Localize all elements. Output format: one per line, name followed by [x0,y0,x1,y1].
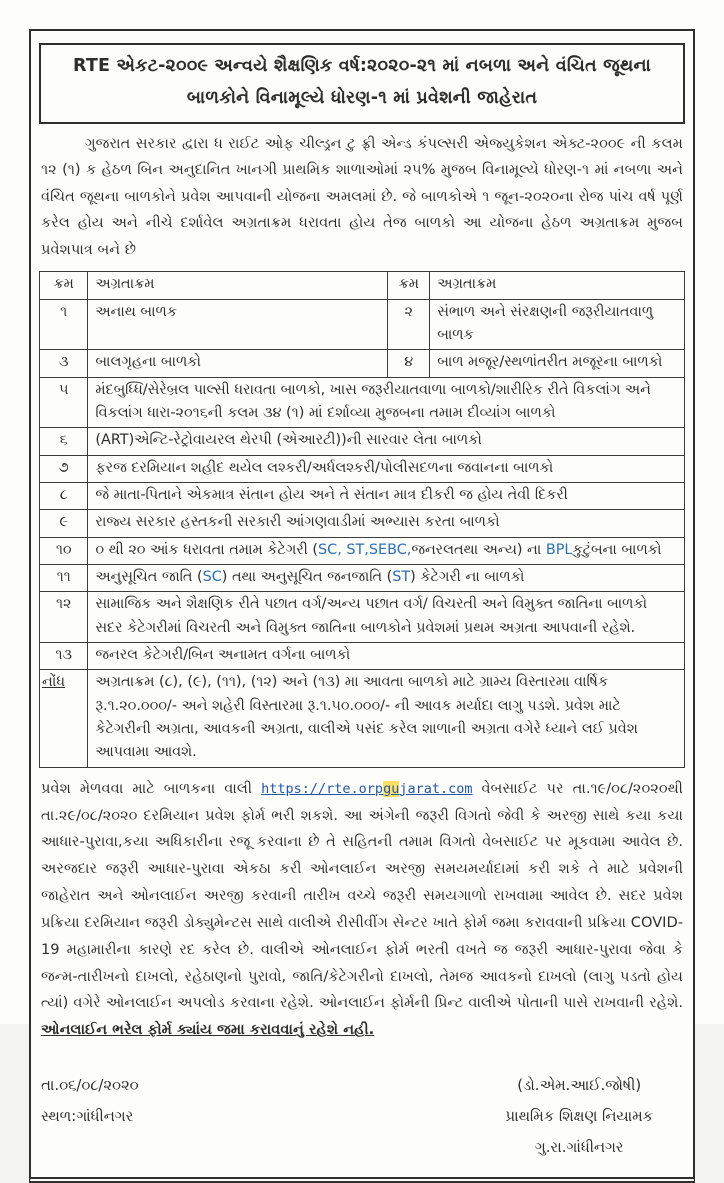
header-serial-left: ક્રમ [40,272,88,299]
table-row [40,350,685,377]
table-row [40,592,685,643]
row-serial: ૪ [388,350,430,377]
row-text-segment: ૦ થી ૨૦ આંક ધરાવતા તમામ કેટેગરી ( [95,541,319,558]
table-row [40,537,685,564]
row-text: અનાથ બાળક [88,299,388,350]
note-row [40,670,685,767]
row-serial: ૧૧ [40,565,88,592]
row-text-segment: જનરલતથા અન્ય) ના [411,541,546,558]
note-text: અગ્રતાક્રમ (૮), (૯), (૧૧), (૧૨) અને (૧૩) મા આવતા બાળકો માટે ગ્રામ્ય વિસ્તારમા વાર્ષિક રૂ.૧.૨૦.૦૦૦/- અને શહેરી વિસ્તારમા રૂ.૧.૫૦.૦૦૦/- ની આવક મર્યાદા લાગુ પડશે. પ્રવેશ માટે કેટેગરીની અગ્રતા, આવકની અગ્રતા, વાલીએ પસંદ કરેલ શાળાની અગ્રતા વગેરે ધ્યાને લઈ પ્રવેશ આપવામા આવશે. [88,670,685,767]
row-text-segment: ) કેટેગરી ના બાળકો [410,569,525,586]
row-text: સામાજિક અને શૈક્ષણિક રીતે પછાત વર્ગ/અન્ય પછાત વર્ગ/ વિચરતી અને વિમુક્ત જાતિના બાળકો સદર કેટેગરીમાં વિચરતી અને વિમુક્ત જાતિના બાળકોને પ્રવેશમાં પ્રથમ અગ્રતા આપવાની રહેશે. [88,592,685,643]
row-serial: ૮ [40,483,88,510]
rte-website-link[interactable] [261,781,472,797]
row-text: ફરજ દરમિયાન શહીદ થયેલ લશ્કરી/અર્ધલશ્કરી/પોલીસદળના જવાનના બાળકો [88,455,685,482]
footer-date: તા.૦૬/૦૮/૨૦૨૦ [41,1077,139,1095]
signatory-name: (ડો.એમ.આઈ.જોષી) [517,1077,642,1095]
signature-block [505,1070,679,1163]
table-row [40,565,685,592]
header-serial-right: ક્રમ [388,272,430,299]
row-serial: ૫ [40,377,88,428]
row-text-segment: ) તથા અનુસૂચિત જનજાતિ ( [221,569,393,586]
note-label: નોંધ [40,670,88,767]
url-segment: https://rte.orp [261,780,384,797]
table-row [40,510,685,537]
row-serial: ૨ [388,299,430,350]
st-code: ST [392,569,411,586]
header-priority-right: અગ્રતાક્રમ [430,272,685,299]
row-serial: ૭ [40,455,88,482]
row-text: બાળ મજૂર/સ્થળાંતરીત મજૂરના બાળકો [430,350,685,377]
table-header-row [40,272,685,299]
table-row [40,299,685,350]
footer [41,1070,679,1163]
row-text: મંદબુધ્ધિ/સેરેબ્રલ પાલ્સી ધરાવતા બાળકો, ખાસ જરૂરીયાતવાળા બાળકો/શારીરિક રીતે વિકલાંગ અને વિકલાંગ ધારા-૨૦૧૬ની કલમ ૩૪ (૧) માં દર્શાવ્યા મુજબના તમામ દીવ્યાંગ બાળકો [88,377,685,428]
row-text: જનરલ કેટેગરી/બિન અનામત વર્ગના બાળકો [88,643,685,670]
category-codes: SC, ST,SEBC, [318,541,412,558]
body-paragraph [41,776,683,1044]
url-highlighted-segment: gu [383,780,400,797]
table-row [40,377,685,428]
table-row [40,643,685,670]
row-text [88,565,685,592]
title-box [39,43,685,124]
intro-paragraph: ગુજરાત સરકાર દ્વારા ધ રાઈટ ઓફ ચીલ્ડ્રન ટુ ફ્રી એન્ડ કંપલ્સરી એજ્યુકેશન એક્ટ-૨૦૦૯ ની કલમ ૧૨ (૧) ક હેઠળ બિન અનુદાનિત ખાનગી પ્રાથમિક શાળાઓમાં ૨૫% મુજબ વિનામૂલ્યે ધોરણ-૧ માં નબળા અને વંચિત જૂથના બાળકોને પ્રવેશ આપવાની યોજના અમલમાં છે. જે બાળકોએ ૧ જૂન-૨૦૨૦ના રોજ પાંચ વર્ષ પૂર્ણ કરેલ હોય અને નીચે દર્શાવેલ અગ્રતાક્રમ ધરાવતા હોય તેજ બાળકો આ યોજના હેઠળ અગ્રતાક્રમ મુજબ પ્રવેશપાત્ર બને છે [41,134,683,258]
paragraph-underlined-note: ઓનલાઈન ભરેલ ફોર્મ ક્યાંય જમા કરાવવાનું રહેશે નહી. [41,1021,375,1039]
row-serial: ૧૦ [40,537,88,564]
row-text-segment: કુટુંબના બાળકો [572,541,662,558]
row-text: (ART)એન્ટિ-રેટ્રોવાયરલ થેરપી (એઆરટી))ની સારવાર લેતા બાળકો [88,428,685,455]
row-text: બાલગૃહના બાળકો [88,350,388,377]
url-segment: jarat.com [399,780,473,797]
paragraph-text: પ્રવેશ મેળવવા માટે બાળકના વાલી [41,779,262,797]
page-frame [29,29,695,1183]
row-text-segment: અનુસૂચિત જાતિ ( [95,569,203,586]
row-serial: ૧ [40,299,88,350]
table-row [40,483,685,510]
bpl-code: BPL [545,541,573,558]
footer-left-block [41,1070,139,1163]
paragraph-text: વેબસાઈટ પર તા.૧૯/૦૮/૨૦૨૦થી તા.૨૯/૦૮/૨૦૨૦ દરમિયાન પ્રવેશ ફોર્મ ભરી શકશે. આ અંગેની જરૂરી વિગતો જેવી કે અરજી સાથે કયા કયા આધાર-પુરાવા,કયા અધિકારીના રજૂ કરવાના છે તે સહિતની તમામ વિગતો વેબસાઈટ પર મૂકવામા આવેલ છે. અરજદાર જરૂરી આધાર-પુરાવા એકઠા કરી ઓનલાઈન અરજી સમયમર્યાદામાં કરી શકે તે માટે પ્રવેશની જાહેરાત અને ઓનલાઈન અરજી કરવાની તારીખ વચ્ચે જરૂરી સમયગાળો રાખવામા આવેલ છે. સદર પ્રવેશ પ્રક્રિયા દરમિયાન જરૂરી ડોક્યુમેન્ટસ સાથે વાલીએ રીસીવીંગ સેન્ટર ખાતે ફોર્મ જમા કરાવવાની પ્રક્રિયા COVID-19 મહામારીના કારણે રદ કરેલ છે. વાલીએ ઓનલાઈન ફોર્મ ભરતી વખતે જ જરૂરી આધાર-પુરાવા જેવા કે જન્મ-તારીખનો દાખલો, રહેઠાણનો પુરાવો, જાતિ/કેટેગરીનો દાખલો, તેમજ આવકનો દાખલો (લાગુ પડતો હોય ત્યાં) વગેરે ઓનલાઈન અપલોડ કરવાના રહેશે. ઓનલાઈન ફોર્મની પ્રિન્ટ વાલીએ પોતાની પાસે રાખવાની રહેશે. [41,779,683,1012]
priority-table [39,271,685,767]
signatory-location: ગુ.રા.ગાંધીનગર [534,1139,624,1157]
row-serial: ૧૩ [40,643,88,670]
row-serial: ૯ [40,510,88,537]
header-priority-left: અગ્રતાક્રમ [88,272,388,299]
row-text: સંભાળ અને સંરક્ષણની જરૂરીયાતવાળુ બાળક [430,299,685,350]
signatory-designation: પ્રાથમિક શિક્ષણ નિયામક [505,1108,653,1126]
row-serial: ૧૨ [40,592,88,643]
page-title: RTE એકટ-૨૦૦૯ અન્વયે શૈક્ષણિક વર્ષ:૨૦૨૦-૨૧ માં નબળા અને વંચિત જૂથના બાળકોને વિનામૂલ્યે ધોરણ-૧ માં પ્રવેશની જાહેરાત [73,56,651,109]
sc-code: SC [202,569,222,586]
row-text: રાજ્ય સરકાર હસ્તકની સરકારી આંગણવાડીમાં અભ્યાસ કરતા બાળકો [88,510,685,537]
row-serial: ૩ [40,350,88,377]
row-text [88,537,685,564]
row-serial: ૬ [40,428,88,455]
table-row [40,455,685,482]
table-row [40,428,685,455]
row-text: જે માતા-પિતાને એકમાત્ર સંતાન હોય અને તે સંતાન માત્ર દીકરી જ હોય તેવી દિકરી [88,483,685,510]
footer-place: સ્થળ:ગાંધીનગર [41,1108,134,1126]
